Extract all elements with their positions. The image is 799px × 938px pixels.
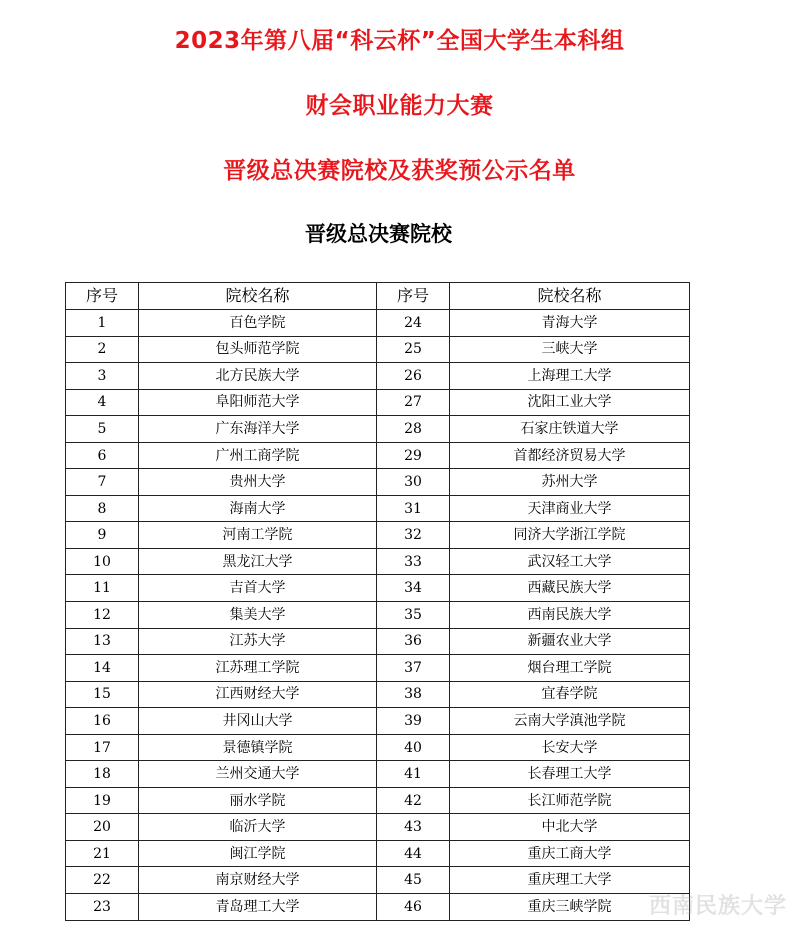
cell-index-right: 43 xyxy=(377,814,450,841)
watermark-logo: 西南民族大学 xyxy=(648,894,787,919)
cell-index-right: 44 xyxy=(377,840,450,867)
section-subtitle: 晋级总决赛院校 xyxy=(305,222,452,246)
cell-index-right: 31 xyxy=(377,495,450,522)
table-row xyxy=(66,575,690,602)
cell-school-right: 武汉轻工大学 xyxy=(450,548,690,575)
cell-index-right: 34 xyxy=(377,575,450,602)
cell-school-left: 阜阳师范大学 xyxy=(139,389,377,416)
cell-school-left: 北方民族大学 xyxy=(139,363,377,390)
table-row xyxy=(66,894,690,921)
cell-school-left: 广东海洋大学 xyxy=(139,416,377,443)
header-school-left: 院校名称 xyxy=(139,283,377,310)
cell-school-right: 西藏民族大学 xyxy=(450,575,690,602)
title-line-1: 2023年第八届“科云杯”全国大学生本科组 xyxy=(174,28,625,54)
cell-index-left: 6 xyxy=(66,442,139,469)
table-header-row xyxy=(66,283,690,310)
cell-school-right: 重庆三峡学院 xyxy=(450,894,690,921)
cell-index-left: 18 xyxy=(66,761,139,788)
cell-index-left: 2 xyxy=(66,336,139,363)
table-row xyxy=(66,495,690,522)
cell-index-left: 4 xyxy=(66,389,139,416)
cell-school-right: 沈阳工业大学 xyxy=(450,389,690,416)
cell-index-left: 10 xyxy=(66,548,139,575)
cell-index-left: 5 xyxy=(66,416,139,443)
cell-index-left: 7 xyxy=(66,469,139,496)
cell-index-right: 28 xyxy=(377,416,450,443)
table-row xyxy=(66,867,690,894)
cell-school-left: 河南工学院 xyxy=(139,522,377,549)
cell-school-right: 重庆理工大学 xyxy=(450,867,690,894)
cell-school-left: 江西财经大学 xyxy=(139,681,377,708)
cell-index-left: 16 xyxy=(66,708,139,735)
cell-school-left: 百色学院 xyxy=(139,310,377,337)
table-row xyxy=(66,310,690,337)
table-row xyxy=(66,761,690,788)
cell-index-right: 42 xyxy=(377,787,450,814)
cell-school-left: 广州工商学院 xyxy=(139,442,377,469)
cell-index-left: 14 xyxy=(66,655,139,682)
cell-index-right: 35 xyxy=(377,602,450,629)
header-index-left: 序号 xyxy=(66,283,139,310)
cell-index-left: 20 xyxy=(66,814,139,841)
cell-school-right: 重庆工商大学 xyxy=(450,840,690,867)
table-row xyxy=(66,787,690,814)
table-row xyxy=(66,814,690,841)
cell-index-right: 32 xyxy=(377,522,450,549)
cell-school-left: 吉首大学 xyxy=(139,575,377,602)
cell-school-right: 长安大学 xyxy=(450,734,690,761)
cell-school-right: 中北大学 xyxy=(450,814,690,841)
cell-school-left: 井冈山大学 xyxy=(139,708,377,735)
cell-school-left: 黑龙江大学 xyxy=(139,548,377,575)
cell-index-right: 46 xyxy=(377,894,450,921)
cell-index-right: 27 xyxy=(377,389,450,416)
cell-school-right: 西南民族大学 xyxy=(450,602,690,629)
cell-school-left: 闽江学院 xyxy=(139,840,377,867)
cell-index-right: 26 xyxy=(377,363,450,390)
cell-school-right: 天津商业大学 xyxy=(450,495,690,522)
table-row xyxy=(66,389,690,416)
cell-index-left: 3 xyxy=(66,363,139,390)
cell-school-left: 景德镇学院 xyxy=(139,734,377,761)
cell-index-right: 36 xyxy=(377,628,450,655)
table-row xyxy=(66,708,690,735)
table-row xyxy=(66,469,690,496)
cell-school-left: 临沂大学 xyxy=(139,814,377,841)
cell-index-left: 17 xyxy=(66,734,139,761)
cell-school-left: 集美大学 xyxy=(139,602,377,629)
table-row xyxy=(66,442,690,469)
cell-index-right: 45 xyxy=(377,867,450,894)
cell-school-left: 贵州大学 xyxy=(139,469,377,496)
cell-school-left: 包头师范学院 xyxy=(139,336,377,363)
header-index-right: 序号 xyxy=(377,283,450,310)
cell-school-right: 青海大学 xyxy=(450,310,690,337)
cell-index-left: 1 xyxy=(66,310,139,337)
table-row xyxy=(66,548,690,575)
table-row xyxy=(66,602,690,629)
finalist-table xyxy=(65,282,690,921)
cell-school-left: 丽水学院 xyxy=(139,787,377,814)
cell-index-left: 8 xyxy=(66,495,139,522)
title-line-2: 财会职业能力大赛 xyxy=(305,93,494,119)
cell-index-left: 22 xyxy=(66,867,139,894)
cell-school-left: 海南大学 xyxy=(139,495,377,522)
cell-index-left: 21 xyxy=(66,840,139,867)
cell-index-left: 11 xyxy=(66,575,139,602)
cell-school-left: 江苏理工学院 xyxy=(139,655,377,682)
cell-index-left: 23 xyxy=(66,894,139,921)
table-row xyxy=(66,363,690,390)
cell-school-right: 石家庄铁道大学 xyxy=(450,416,690,443)
cell-index-right: 40 xyxy=(377,734,450,761)
cell-school-right: 烟台理工学院 xyxy=(450,655,690,682)
cell-school-right: 上海理工大学 xyxy=(450,363,690,390)
cell-school-right: 苏州大学 xyxy=(450,469,690,496)
cell-school-right: 首都经济贸易大学 xyxy=(450,442,690,469)
cell-index-right: 39 xyxy=(377,708,450,735)
cell-index-right: 25 xyxy=(377,336,450,363)
cell-index-right: 38 xyxy=(377,681,450,708)
cell-index-right: 24 xyxy=(377,310,450,337)
cell-index-left: 9 xyxy=(66,522,139,549)
table-row xyxy=(66,628,690,655)
table-row xyxy=(66,681,690,708)
cell-index-left: 12 xyxy=(66,602,139,629)
cell-school-right: 长江师范学院 xyxy=(450,787,690,814)
table-row xyxy=(66,416,690,443)
cell-index-right: 30 xyxy=(377,469,450,496)
table-row xyxy=(66,840,690,867)
table-row xyxy=(66,336,690,363)
cell-school-right: 宜春学院 xyxy=(450,681,690,708)
cell-school-right: 三峡大学 xyxy=(450,336,690,363)
cell-school-right: 同济大学浙江学院 xyxy=(450,522,690,549)
cell-school-right: 云南大学滇池学院 xyxy=(450,708,690,735)
cell-index-right: 29 xyxy=(377,442,450,469)
cell-school-right: 新疆农业大学 xyxy=(450,628,690,655)
table-row xyxy=(66,734,690,761)
cell-school-left: 兰州交通大学 xyxy=(139,761,377,788)
cell-school-left: 南京财经大学 xyxy=(139,867,377,894)
cell-index-right: 41 xyxy=(377,761,450,788)
header-school-right: 院校名称 xyxy=(450,283,690,310)
table-body xyxy=(66,310,690,921)
cell-index-right: 33 xyxy=(377,548,450,575)
title-line-3: 晋级总决赛院校及获奖预公示名单 xyxy=(223,158,576,184)
cell-school-left: 青岛理工大学 xyxy=(139,894,377,921)
cell-index-left: 19 xyxy=(66,787,139,814)
cell-school-left: 江苏大学 xyxy=(139,628,377,655)
table-row xyxy=(66,522,690,549)
cell-index-left: 13 xyxy=(66,628,139,655)
table-row xyxy=(66,655,690,682)
cell-index-right: 37 xyxy=(377,655,450,682)
cell-index-left: 15 xyxy=(66,681,139,708)
cell-school-right: 长春理工大学 xyxy=(450,761,690,788)
